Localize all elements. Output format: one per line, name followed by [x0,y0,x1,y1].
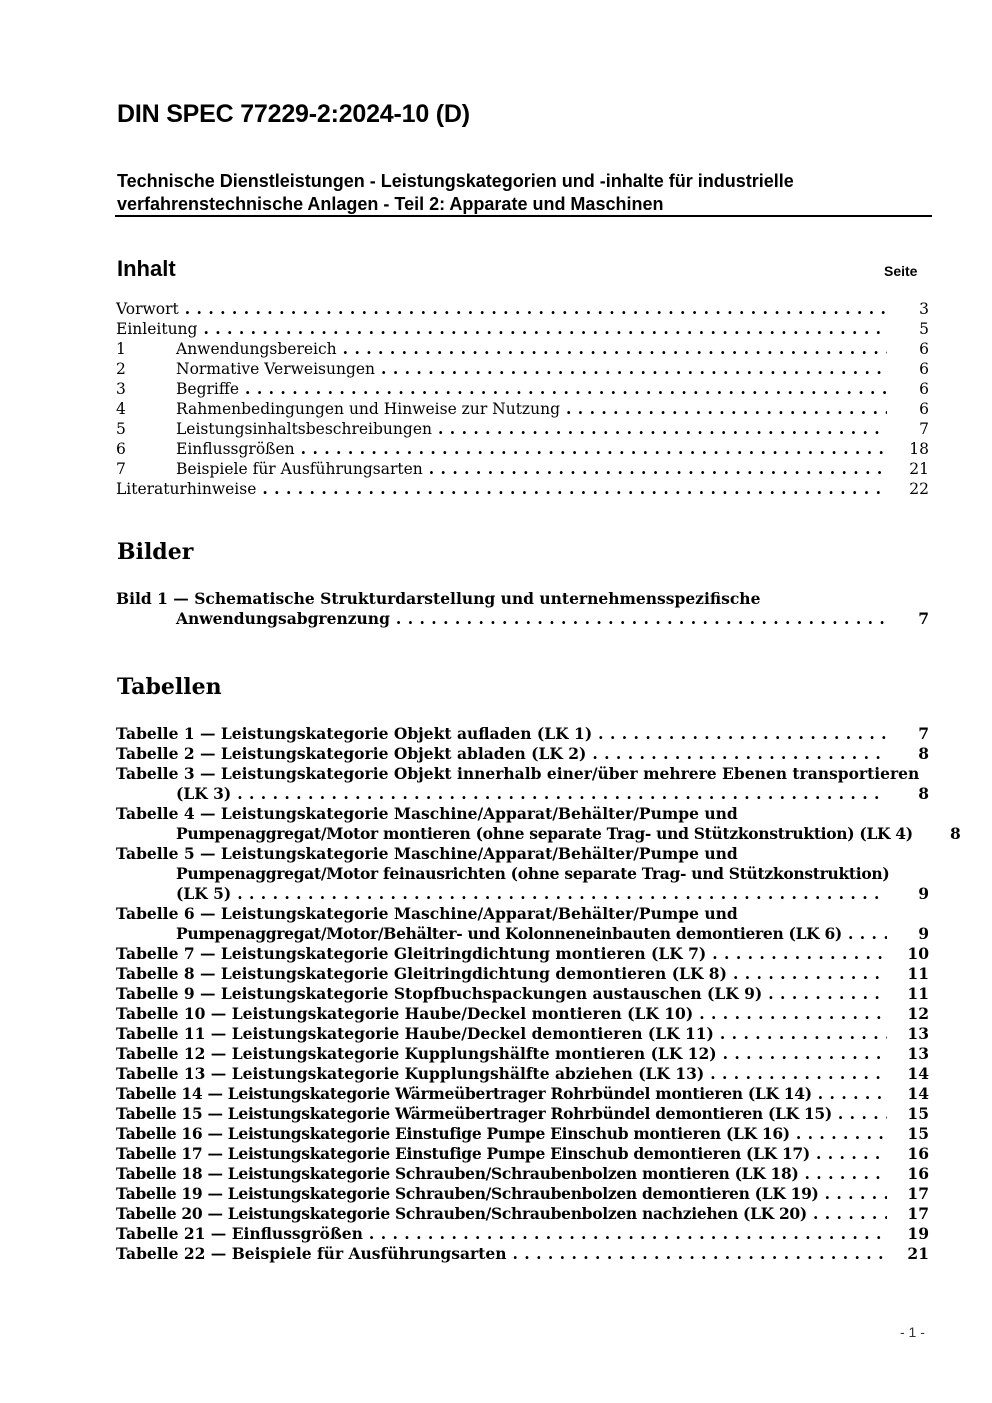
table-entry-page: 8 [918,744,929,763]
document-title: DIN SPEC 77229-2:2024-10 (D) [117,100,470,128]
dot-leader [818,1084,887,1104]
table-entry-title-cont: Pumpenaggregat/Motor/Behälter- und Kolonneneinbauten demontieren (LK 6) [176,924,842,943]
toc-entry[interactable] [116,299,929,319]
table-entry-title: Tabelle 22 — Beispiele für Ausführungsarten [116,1244,507,1263]
table-entry-page: 19 [907,1224,929,1243]
dot-leader [185,299,887,319]
figures-list [116,589,929,629]
table-entry-title: Tabelle 10 — Leistungskategorie Haube/Deckel montieren (LK 10) [116,1004,694,1023]
tables-list [116,724,961,1264]
table-entry-page: 7 [918,724,929,743]
toc-entry-page: 6 [919,360,929,378]
dot-leader [813,1204,887,1224]
table-entry-title: Tabelle 6 — Leistungskategorie Maschine/Apparat/Behälter/Pumpe und [116,904,738,923]
toc-entry[interactable] [116,379,929,399]
table-entry-title: Tabelle 13 — Leistungskategorie Kupplungshälfte abziehen (LK 13) [116,1064,705,1083]
table-entry-title: Tabelle 19 — Leistungskategorie Schrauben/Schraubenbolzen demontieren (LK 19) [116,1184,819,1203]
toc-entry-title: Vorwort [116,300,179,318]
dot-leader [203,319,887,339]
table-entry[interactable] [116,844,929,864]
toc-entry-page: 21 [909,460,929,478]
table-entry-title: Tabelle 8 — Leistungskategorie Gleitringdichtung demontieren (LK 8) [116,964,727,983]
figure-entry-continuation[interactable] [116,609,929,629]
table-entry-title: Tabelle 20 — Leistungskategorie Schrauben/Schraubenbolzen nachziehen (LK 20) [116,1204,807,1223]
table-entry-page: 12 [907,1004,929,1023]
table-entry-page: 9 [918,924,929,943]
table-entry[interactable] [116,1224,929,1244]
dot-leader [429,459,887,479]
toc-entry-page: 3 [919,300,929,318]
table-entry-page: 16 [907,1144,929,1163]
dot-leader [848,924,887,944]
table-entry-title: Tabelle 12 — Leistungskategorie Kupplungshälfte montieren (LK 12) [116,1044,717,1063]
footer-page-number: - 1 - [900,1324,925,1340]
dot-leader [369,1224,887,1244]
dot-leader [796,1124,887,1144]
table-entry-title: Tabelle 21 — Einflussgrößen [116,1224,363,1243]
table-entry-title-cont: (LK 5) [176,884,232,903]
dot-leader [768,984,887,1004]
table-entry-title: Tabelle 3 — Leistungskategorie Objekt innerhalb einer/über mehrere Ebenen transportieren [116,764,920,783]
table-entry-continuation[interactable] [116,824,961,844]
dot-leader [438,419,887,439]
contents-list [116,299,929,499]
table-entry-title: Tabelle 5 — Leistungskategorie Maschine/Apparat/Behälter/Pumpe und [116,844,738,863]
toc-entry-number: 2 [116,360,126,378]
toc-entry-title: Einflussgrößen [176,440,295,458]
toc-entry-title: Normative Verweisungen [176,360,376,378]
table-entry-page: 17 [907,1204,929,1223]
table-entry-title: Tabelle 11 — Leistungskategorie Haube/Deckel demontieren (LK 11) [116,1024,714,1043]
table-entry-page: 9 [918,884,929,903]
dot-leader [825,1184,887,1204]
toc-entry-number: 7 [116,460,126,478]
table-entry[interactable] [116,724,929,744]
table-entry[interactable] [116,1144,929,1164]
table-entry-title: Tabelle 15 — Leistungskategorie Wärmeübertrager Rohrbündel demontieren (LK 15) [116,1104,832,1123]
table-entry-page: 11 [907,984,929,1003]
table-entry-title: Tabelle 9 — Leistungskategorie Stopfbuchspackungen austauschen (LK 9) [116,984,763,1003]
toc-entry[interactable] [116,319,929,339]
dot-leader [598,724,887,744]
toc-entry-page: 6 [919,340,929,358]
dot-leader [262,479,887,499]
figures-heading: Bilder [117,539,194,565]
table-entry-page: 17 [907,1184,929,1203]
table-entry[interactable] [116,904,929,924]
table-entry[interactable] [116,1004,929,1024]
toc-entry[interactable] [116,339,929,359]
table-entry[interactable] [116,984,929,1004]
dot-leader [237,784,887,804]
table-entry[interactable] [116,1064,929,1084]
table-entry[interactable] [116,944,929,964]
table-entry[interactable] [116,1044,929,1064]
toc-entry-number: 1 [116,340,126,358]
figure-entry-title: Bild 1 — Schematische Strukturdarstellung und unternehmensspezifische [116,589,761,608]
table-entry-page: 8 [950,824,961,843]
toc-entry[interactable] [116,479,929,499]
dot-leader [816,1144,887,1164]
toc-entry-title: Literaturhinweise [116,480,257,498]
dot-leader [566,399,887,419]
document-subtitle: Technische Dienstleistungen - Leistungskategorien und -inhalte für industrielle verfahrenstechnische Anlagen - Teil 2: Apparate und Maschinen [117,171,794,214]
table-entry-page: 14 [907,1064,929,1083]
dot-leader [805,1164,888,1184]
toc-entry[interactable] [116,419,929,439]
table-entry-title: Tabelle 2 — Leistungskategorie Objekt abladen (LK 2) [116,744,587,763]
tables-heading: Tabellen [117,674,222,700]
table-entry-page: 15 [907,1124,929,1143]
table-entry-title: Tabelle 14 — Leistungskategorie Wärmeübertrager Rohrbündel montieren (LK 14) [116,1084,812,1103]
dot-leader [513,1244,888,1264]
toc-entry-title: Rahmenbedingungen und Hinweise zur Nutzung [176,400,560,418]
table-entry-title: Tabelle 4 — Leistungskategorie Maschine/Apparat/Behälter/Pumpe und [116,804,738,823]
table-entry-page: 21 [907,1244,929,1263]
dot-leader [381,359,887,379]
table-entry-page: 14 [907,1084,929,1103]
dot-leader [720,1024,887,1044]
table-entry[interactable] [116,1084,929,1104]
toc-entry-number: 4 [116,400,126,418]
table-entry[interactable] [116,1164,929,1184]
table-entry-continuation[interactable] [116,784,929,804]
table-entry-title: Tabelle 1 — Leistungskategorie Objekt aufladen (LK 1) [116,724,593,743]
dot-leader [699,1004,887,1024]
table-entry-title-cont: Pumpenaggregat/Motor montieren (ohne separate Trag- und Stützkonstruktion) (LK 4) [176,824,913,843]
dot-leader [343,339,887,359]
table-entry-page: 10 [907,944,929,963]
toc-entry-title: Anwendungsbereich [176,340,337,358]
table-entry-page: 8 [918,784,929,803]
toc-entry-number: 6 [116,440,126,458]
dot-leader [237,884,887,904]
dot-leader [301,439,887,459]
table-entry-title: Tabelle 7 — Leistungskategorie Gleitringdichtung montieren (LK 7) [116,944,707,963]
table-entry-title: Tabelle 17 — Leistungskategorie Einstufige Pumpe Einschub demontieren (LK 17) [116,1144,810,1163]
toc-entry-page: 5 [919,320,929,338]
table-entry[interactable] [116,1204,929,1224]
table-entry[interactable] [116,744,929,764]
table-entry-title: Tabelle 16 — Leistungskategorie Einstufige Pumpe Einschub montieren (LK 16) [116,1124,790,1143]
table-entry-continuation[interactable] [116,924,929,944]
table-entry-page: 16 [907,1164,929,1183]
table-entry-continuation[interactable] [116,884,929,904]
toc-entry-title: Begriffe [176,380,240,398]
dot-leader [245,379,887,399]
table-entry[interactable] [116,1184,929,1204]
toc-entry-number: 3 [116,380,126,398]
toc-entry-page: 22 [909,480,929,498]
table-entry-title-cont: (LK 3) [176,784,232,803]
toc-entry-page: 6 [919,380,929,398]
toc-entry[interactable] [116,439,929,459]
toc-entry-title: Leistungsinhaltsbeschreibungen [176,420,432,438]
toc-entry[interactable] [116,399,929,419]
toc-entry[interactable] [116,459,929,479]
toc-entry-page: 7 [919,420,929,438]
table-entry[interactable] [116,1244,929,1264]
dot-leader [592,744,887,764]
toc-entry-title: Einleitung [116,320,198,338]
table-entry-page: 13 [907,1044,929,1063]
toc-entry-number: 5 [116,420,126,438]
table-entry[interactable] [116,1024,929,1044]
dot-leader [723,1044,887,1064]
table-entry-title-cont: Pumpenaggregat/Motor feinausrichten (ohne separate Trag- und Stützkonstruktion) [176,864,890,883]
toc-entry-title: Beispiele für Ausführungsarten [176,460,423,478]
dot-leader [838,1104,887,1124]
table-entry-continuation[interactable] [116,864,929,884]
title-divider [115,215,932,217]
table-entry[interactable] [116,1104,929,1124]
figure-entry-page: 7 [918,609,929,628]
contents-heading: Inhalt [117,256,176,281]
table-entry-page: 15 [907,1104,929,1123]
dot-leader [712,944,887,964]
table-entry-page: 11 [907,964,929,983]
toc-entry-page: 6 [919,400,929,418]
dot-leader [710,1064,887,1084]
page-column-label: Seite [884,263,918,279]
table-entry-page: 13 [907,1024,929,1043]
dot-leader [396,609,887,629]
table-entry-title: Tabelle 18 — Leistungskategorie Schrauben/Schraubenbolzen montieren (LK 18) [116,1164,799,1183]
table-entry[interactable] [116,1124,929,1144]
table-entry[interactable] [116,964,929,984]
toc-entry-page: 18 [909,440,929,458]
table-entry[interactable] [116,764,929,784]
dot-leader [733,964,887,984]
figure-entry[interactable] [116,589,929,609]
figure-entry-title-cont: Anwendungsabgrenzung [176,609,390,628]
table-entry[interactable] [116,804,929,824]
toc-entry[interactable] [116,359,929,379]
